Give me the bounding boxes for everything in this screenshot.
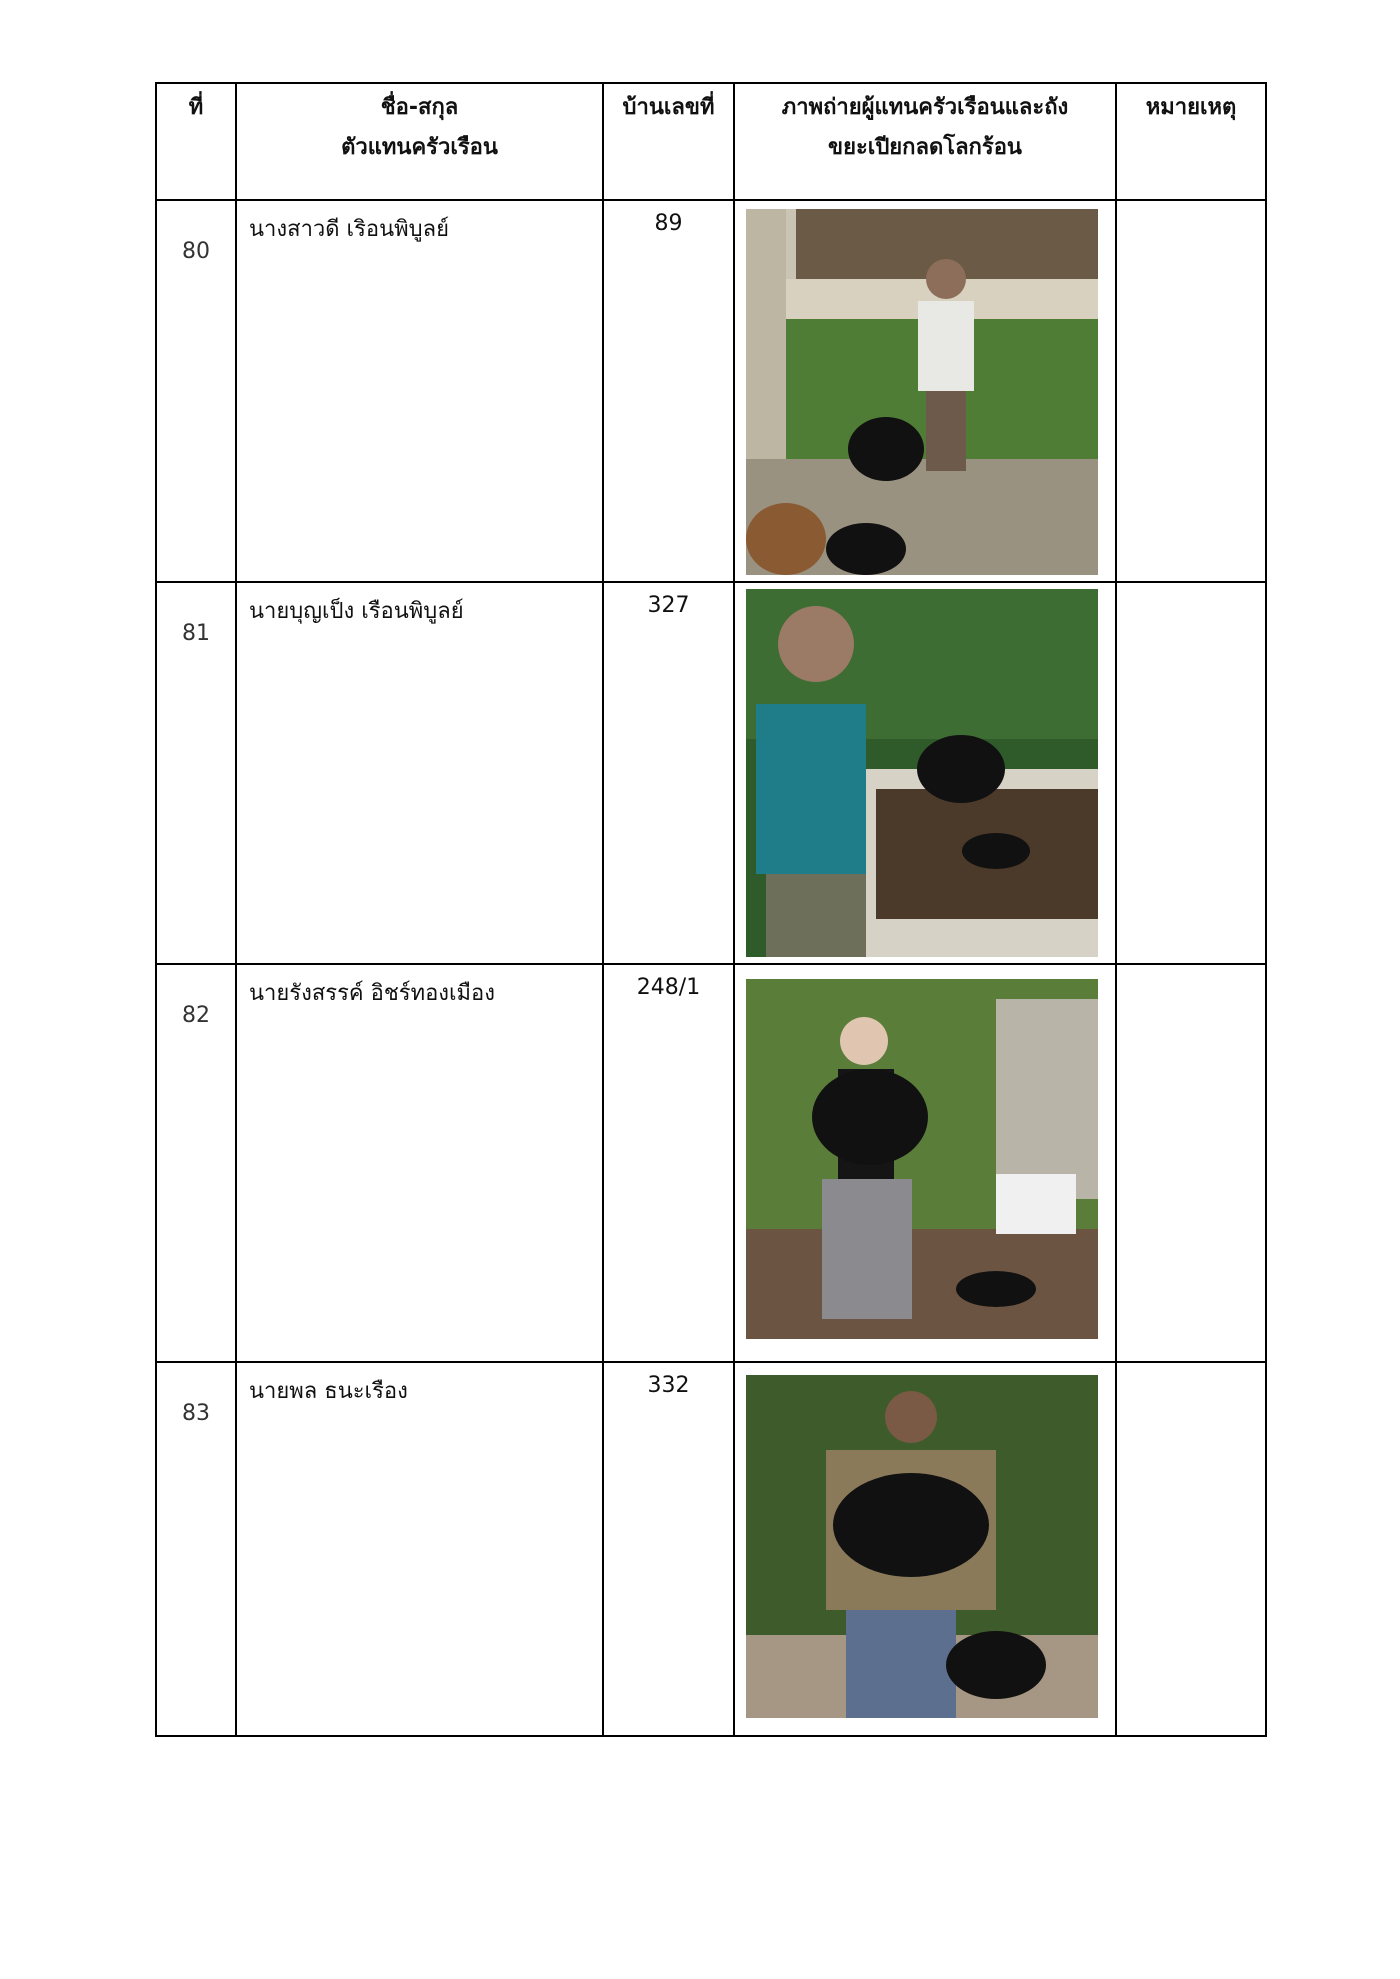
row-number: 82: [156, 964, 236, 1362]
header-row: [156, 83, 1266, 200]
household-name: นายรังสรรค์ อิชร์ทองเมือง: [236, 964, 603, 1362]
household-name: นายบุญเป็ง เรือนพิบูลย์: [236, 582, 603, 964]
household-name: นางสาวดี เริอนพิบูลย์: [236, 200, 603, 582]
house-number: 327: [603, 582, 734, 964]
table-row: [156, 200, 1266, 582]
household-photo: [746, 589, 1098, 957]
photo-cell: [734, 200, 1116, 582]
table-row: [156, 582, 1266, 964]
house-number: 332: [603, 1362, 734, 1736]
household-table: [155, 82, 1267, 1737]
row-number: 80: [156, 200, 236, 582]
header-photo: [734, 83, 1116, 200]
header-photo-line1: ภาพถ่ายผู้แทนครัวเรือนและถัง: [781, 95, 1069, 120]
table-row: [156, 1362, 1266, 1736]
note-cell: [1116, 200, 1266, 582]
note-cell: [1116, 1362, 1266, 1736]
table-row: [156, 964, 1266, 1362]
note-cell: [1116, 582, 1266, 964]
header-name-line2: ตัวแทนครัวเรือน: [341, 135, 498, 160]
header-house: บ้านเลขที่: [603, 83, 734, 200]
household-name: นายพล ธนะเรือง: [236, 1362, 603, 1736]
household-photo: [746, 209, 1098, 575]
header-name-line1: ชื่อ-สกุล: [380, 95, 459, 120]
house-number: 248/1: [603, 964, 734, 1362]
house-number: 89: [603, 200, 734, 582]
header-no: ที่: [156, 83, 236, 200]
photo-cell: [734, 1362, 1116, 1736]
header-name: [236, 83, 603, 200]
note-cell: [1116, 964, 1266, 1362]
header-photo-line2: ขยะเปียกลดโลกร้อน: [828, 135, 1022, 160]
row-number: 83: [156, 1362, 236, 1736]
household-photo: [746, 1375, 1098, 1718]
header-note: หมายเหตุ: [1116, 83, 1266, 200]
row-number: 81: [156, 582, 236, 964]
photo-cell: [734, 964, 1116, 1362]
photo-cell: [734, 582, 1116, 964]
household-photo: [746, 979, 1098, 1339]
